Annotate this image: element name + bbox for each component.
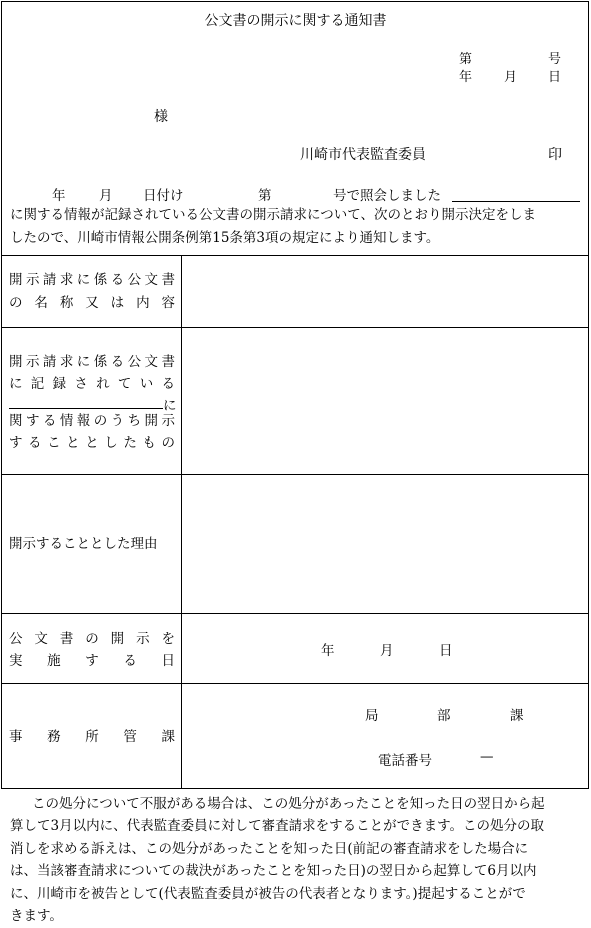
date-day: 日 <box>548 70 562 85</box>
table-divider-top <box>1 255 589 256</box>
row5-bu: 部 <box>437 708 451 724</box>
number-go: 号 <box>548 52 562 67</box>
footer-line-6: きます。 <box>10 908 63 924</box>
table-divider-row4 <box>1 683 589 684</box>
row5-kyoku: 局 <box>365 708 379 724</box>
row5-ka: 課 <box>510 708 524 724</box>
row2-label-line4: 関する情報のうち開示 <box>9 413 175 429</box>
intro-line-3: したので、川崎市情報公開条例第15条第3項の規定により通知します。 <box>10 230 440 246</box>
date-year: 年 <box>459 70 473 85</box>
footer-line-5: に、川崎市を被告として(代表監査委員が被告の代表者となります。)提起することがで <box>10 886 526 902</box>
row1-label-line2: の名称又は内容 <box>9 295 175 311</box>
table-column-divider <box>181 255 182 789</box>
row2-label-line2: に記録されている <box>9 376 175 392</box>
row1-label-line1: 開示請求に係る公文書 <box>9 272 175 288</box>
table-divider-row1 <box>1 327 589 328</box>
sender-name: 川崎市代表監査委員 <box>300 147 426 163</box>
intro-year: 年 <box>52 188 66 204</box>
seal-mark: 印 <box>548 147 562 163</box>
document-title: 公文書の開示に関する通知書 <box>204 13 387 29</box>
table-divider-row2 <box>1 474 589 475</box>
row3-label: 開示することとした理由 <box>9 536 158 552</box>
date-month: 月 <box>504 70 518 85</box>
row2-label-line1: 開示請求に係る公文書 <box>9 354 175 370</box>
intro-month: 月 <box>99 188 113 204</box>
footer-line-4: は、当該審査請求についての裁決があったことを知った日)の翌日から起算して6月以内 <box>10 863 537 879</box>
row4-year: 年 <box>321 643 335 659</box>
footer-line-3: 消しを求める訴えは、この処分があったことを知った日(前記の審査請求をした場合に <box>10 841 529 857</box>
subject-blank-line <box>452 185 580 202</box>
footer-line-2: 算して3月以内に、代表監査委員に対して審査請求をすることができます。この処分の取 <box>10 818 545 834</box>
row4-label-line1: 公文書の開示を <box>9 631 175 647</box>
addressee-suffix: 様 <box>154 109 168 125</box>
row5-tel-label: 電話番号 <box>378 753 432 769</box>
intro-inquiry: 号で照会しました <box>333 188 441 204</box>
intro-dated: 日付け <box>143 188 184 204</box>
row2-label-line5: することとしたもの <box>9 435 175 451</box>
intro-line-2: に関する情報が記録されている公文書の開示請求について、次のとおり開示決定をしま <box>10 207 536 223</box>
row5-tel-dash: — <box>480 749 494 765</box>
footer-line-1: この処分について不服がある場合は、この処分があったことを知った日の翌日から起 <box>32 796 545 812</box>
number-dai: 第 <box>459 52 473 67</box>
row2-blank-line <box>9 392 163 409</box>
table-divider-row3 <box>1 613 589 614</box>
row5-label: 事務所管課 <box>9 729 175 745</box>
row4-day: 日 <box>439 643 453 659</box>
row2-ni: に <box>163 398 177 414</box>
intro-dai: 第 <box>258 188 272 204</box>
row4-month: 月 <box>380 643 394 659</box>
row4-label-line2: 実施する日 <box>9 653 175 669</box>
